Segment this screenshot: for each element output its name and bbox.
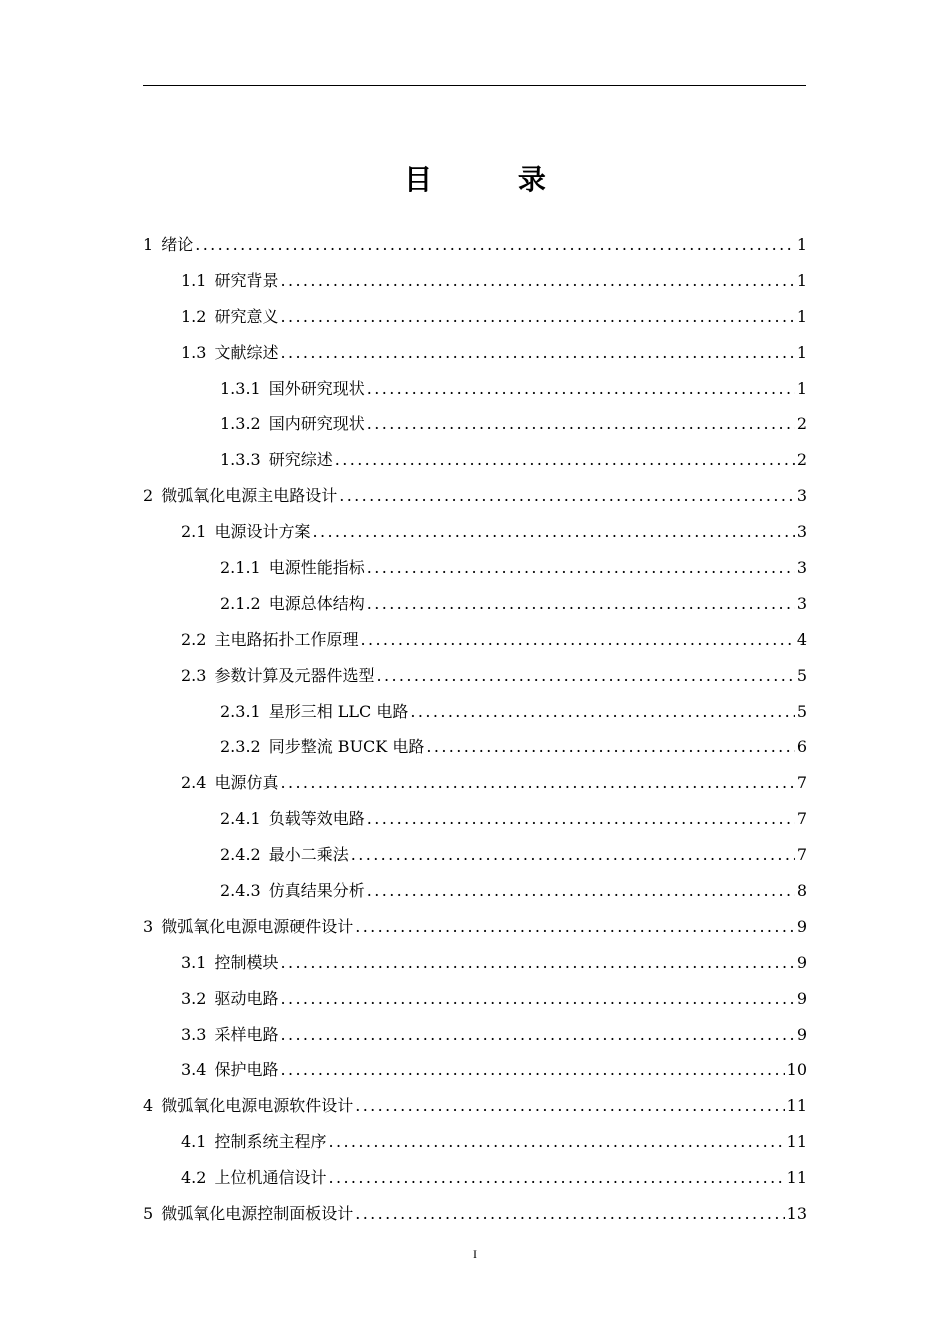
- toc-entry-number: 1: [143, 235, 154, 254]
- toc-entry-page: 10: [786, 1060, 807, 1080]
- toc-entry-number: 2: [143, 486, 154, 506]
- toc-entry[interactable]: [143, 658, 807, 694]
- toc-entry-page: 8: [796, 881, 807, 901]
- toc-dot-leader: [355, 1196, 784, 1232]
- toc-entry-label: 参数计算及元器件选型: [214, 665, 375, 685]
- toc-entry[interactable]: [143, 729, 807, 765]
- toc-entry-number: 2.4: [181, 773, 207, 793]
- toc-entry[interactable]: [143, 550, 807, 586]
- toc-entry-number: 1.3.3: [220, 450, 261, 470]
- toc-entry-number: 1.3: [181, 342, 207, 362]
- toc-entry-page: 11: [786, 1096, 807, 1116]
- toc-entry[interactable]: [143, 1196, 807, 1232]
- toc-entry-label: 微弧氧化电源电源硬件设计: [161, 916, 354, 936]
- toc-entry-label: 绪论: [161, 235, 194, 254]
- toc-entry-number: 2.4.3: [220, 881, 261, 901]
- toc-entry-label: 国内研究现状: [268, 414, 365, 434]
- table-of-contents: [143, 227, 807, 1232]
- toc-entry-label: 电源设计方案: [214, 522, 311, 542]
- toc-entry-label: 研究背景: [214, 270, 279, 290]
- toc-dot-leader: [360, 622, 794, 658]
- toc-entry-number: 2.3.2: [220, 737, 261, 757]
- toc-entry-page: 7: [796, 845, 807, 865]
- toc-entry[interactable]: [143, 514, 807, 550]
- toc-entry[interactable]: [143, 1124, 807, 1160]
- toc-dot-leader: [367, 801, 795, 837]
- toc-entry[interactable]: [143, 442, 807, 478]
- toc-dot-leader: [355, 909, 795, 945]
- toc-entry-number: 2.1.1: [220, 558, 261, 578]
- toc-entry-page: 11: [786, 1168, 807, 1188]
- toc-dot-leader: [367, 586, 795, 622]
- toc-entry-label: 电源仿真: [214, 773, 279, 793]
- toc-entry-label: 微弧氧化电源控制面板设计: [161, 1204, 354, 1224]
- toc-entry-label: 负载等效电路: [268, 809, 365, 829]
- toc-entry-page: 1: [796, 270, 807, 290]
- toc-entry-number: 3.2: [181, 988, 207, 1008]
- toc-dot-leader: [410, 694, 794, 730]
- toc-entry-label: 保护电路: [214, 1060, 279, 1080]
- toc-entry[interactable]: [143, 694, 807, 730]
- toc-entry[interactable]: [143, 622, 807, 658]
- toc-entry-number: 3.1: [181, 952, 207, 972]
- toc-entry[interactable]: [143, 837, 807, 873]
- toc-dot-leader: [280, 1052, 784, 1088]
- toc-entry-page: 9: [796, 916, 807, 936]
- toc-entry-label: 主电路拓扑工作原理: [214, 629, 359, 649]
- toc-entry[interactable]: [143, 406, 807, 442]
- toc-dot-leader: [280, 335, 794, 371]
- toc-entry-number: 4.2: [181, 1168, 207, 1188]
- toc-entry-label: 文献综述: [214, 342, 279, 362]
- toc-entry-page: 9: [796, 952, 807, 972]
- toc-entry-number: 1.3.1: [220, 378, 261, 398]
- toc-entry-label: 最小二乘法: [268, 845, 349, 865]
- toc-entry-number: 2.1: [181, 522, 207, 542]
- toc-entry-page: 7: [796, 809, 807, 829]
- toc-entry[interactable]: [143, 801, 807, 837]
- toc-dot-leader: [280, 263, 794, 299]
- toc-entry[interactable]: [143, 371, 807, 407]
- toc-entry-page: 1: [796, 235, 807, 254]
- toc-entry-label: 仿真结果分析: [268, 881, 365, 901]
- toc-entry-page: 9: [796, 1024, 807, 1044]
- toc-entry-label: 研究综述: [268, 450, 333, 470]
- toc-entry-number: 3.3: [181, 1024, 207, 1044]
- toc-entry-label: 同步整流 BUCK 电路: [268, 737, 425, 757]
- toc-entry-page: 2: [796, 450, 807, 470]
- toc-entry-page: 5: [796, 665, 807, 685]
- toc-entry-page: 1: [796, 342, 807, 362]
- toc-entry-page: 3: [796, 558, 807, 578]
- toc-entry-page: 2: [796, 414, 807, 434]
- toc-dot-leader: [280, 299, 794, 335]
- toc-dot-leader: [335, 442, 795, 478]
- toc-entry-number: 5: [143, 1204, 154, 1224]
- toc-entry-label: 微弧氧化电源主电路设计: [161, 486, 338, 506]
- toc-entry-label: 上位机通信设计: [214, 1168, 327, 1188]
- toc-entry-number: 4.1: [181, 1132, 207, 1152]
- toc-entry-page: 11: [786, 1132, 807, 1152]
- toc-dot-leader: [280, 765, 794, 801]
- toc-entry-page: 6: [796, 737, 807, 757]
- toc-entry[interactable]: [143, 981, 807, 1017]
- toc-entry-page: 3: [796, 486, 807, 506]
- toc-dot-leader: [367, 550, 795, 586]
- toc-entry[interactable]: [143, 586, 807, 622]
- toc-dot-leader: [328, 1124, 784, 1160]
- toc-entry-label: 驱动电路: [214, 988, 279, 1008]
- toc-dot-leader: [376, 658, 794, 694]
- toc-entry[interactable]: [143, 1088, 807, 1124]
- toc-entry[interactable]: [143, 335, 807, 371]
- toc-dot-leader: [355, 1088, 784, 1124]
- toc-entry-page: 4: [796, 629, 807, 649]
- toc-entry-label: 采样电路: [214, 1024, 279, 1044]
- toc-entry-label: 电源总体结构: [268, 593, 365, 613]
- toc-entry-page: 5: [796, 701, 807, 721]
- toc-dot-leader: [195, 227, 795, 263]
- toc-entry-label: 微弧氧化电源电源软件设计: [161, 1096, 354, 1116]
- toc-entry[interactable]: [143, 873, 807, 909]
- toc-entry-page: 9: [796, 988, 807, 1008]
- toc-entry[interactable]: [143, 1017, 807, 1053]
- toc-entry-number: 2.2: [181, 629, 207, 649]
- header-rule: [143, 85, 806, 86]
- toc-entry[interactable]: [143, 227, 807, 263]
- toc-entry-number: 1.3.2: [220, 414, 261, 434]
- toc-entry-number: 2.3.1: [220, 701, 261, 721]
- toc-dot-leader: [339, 478, 795, 514]
- toc-entry-number: 2.4.1: [220, 809, 261, 829]
- toc-entry-number: 4: [143, 1096, 154, 1116]
- toc-entry[interactable]: [143, 299, 807, 335]
- toc-dot-leader: [367, 371, 795, 407]
- toc-entry-page: 3: [796, 593, 807, 613]
- toc-dot-leader: [351, 837, 795, 873]
- toc-entry[interactable]: [143, 263, 807, 299]
- toc-dot-leader: [280, 1017, 794, 1053]
- toc-entry[interactable]: [143, 909, 807, 945]
- page-title: 目 录: [404, 163, 584, 196]
- toc-entry-number: 1.2: [181, 306, 207, 326]
- toc-dot-leader: [426, 729, 794, 765]
- toc-dot-leader: [367, 873, 795, 909]
- toc-entry-label: 研究意义: [214, 306, 279, 326]
- toc-entry-number: 2.3: [181, 665, 207, 685]
- toc-dot-leader: [367, 406, 795, 442]
- toc-entry[interactable]: [143, 1160, 807, 1196]
- toc-dot-leader: [328, 1160, 784, 1196]
- toc-entry-page: 1: [796, 306, 807, 326]
- toc-entry-label: 国外研究现状: [268, 378, 365, 398]
- toc-entry-page: 13: [786, 1204, 807, 1224]
- toc-entry[interactable]: [143, 765, 807, 801]
- toc-dot-leader: [280, 981, 794, 1017]
- toc-entry-label: 控制系统主程序: [214, 1132, 327, 1152]
- toc-entry[interactable]: [143, 1052, 807, 1088]
- toc-entry-number: 2.1.2: [220, 593, 261, 613]
- toc-entry[interactable]: [143, 945, 807, 981]
- toc-entry[interactable]: [143, 478, 807, 514]
- toc-entry-number: 2.4.2: [220, 845, 261, 865]
- toc-dot-leader: [312, 514, 794, 550]
- footer-page-number: I: [473, 1247, 477, 1261]
- toc-entry-number: 3.4: [181, 1060, 207, 1080]
- toc-entry-page: 3: [796, 522, 807, 542]
- toc-dot-leader: [280, 945, 794, 981]
- toc-entry-page: 1: [796, 378, 807, 398]
- toc-entry-number: 3: [143, 916, 154, 936]
- toc-entry-label: 电源性能指标: [268, 558, 365, 578]
- toc-entry-label: 星形三相 LLC 电路: [268, 701, 409, 721]
- toc-entry-page: 7: [796, 773, 807, 793]
- toc-entry-label: 控制模块: [214, 952, 279, 972]
- toc-entry-number: 1.1: [181, 270, 207, 290]
